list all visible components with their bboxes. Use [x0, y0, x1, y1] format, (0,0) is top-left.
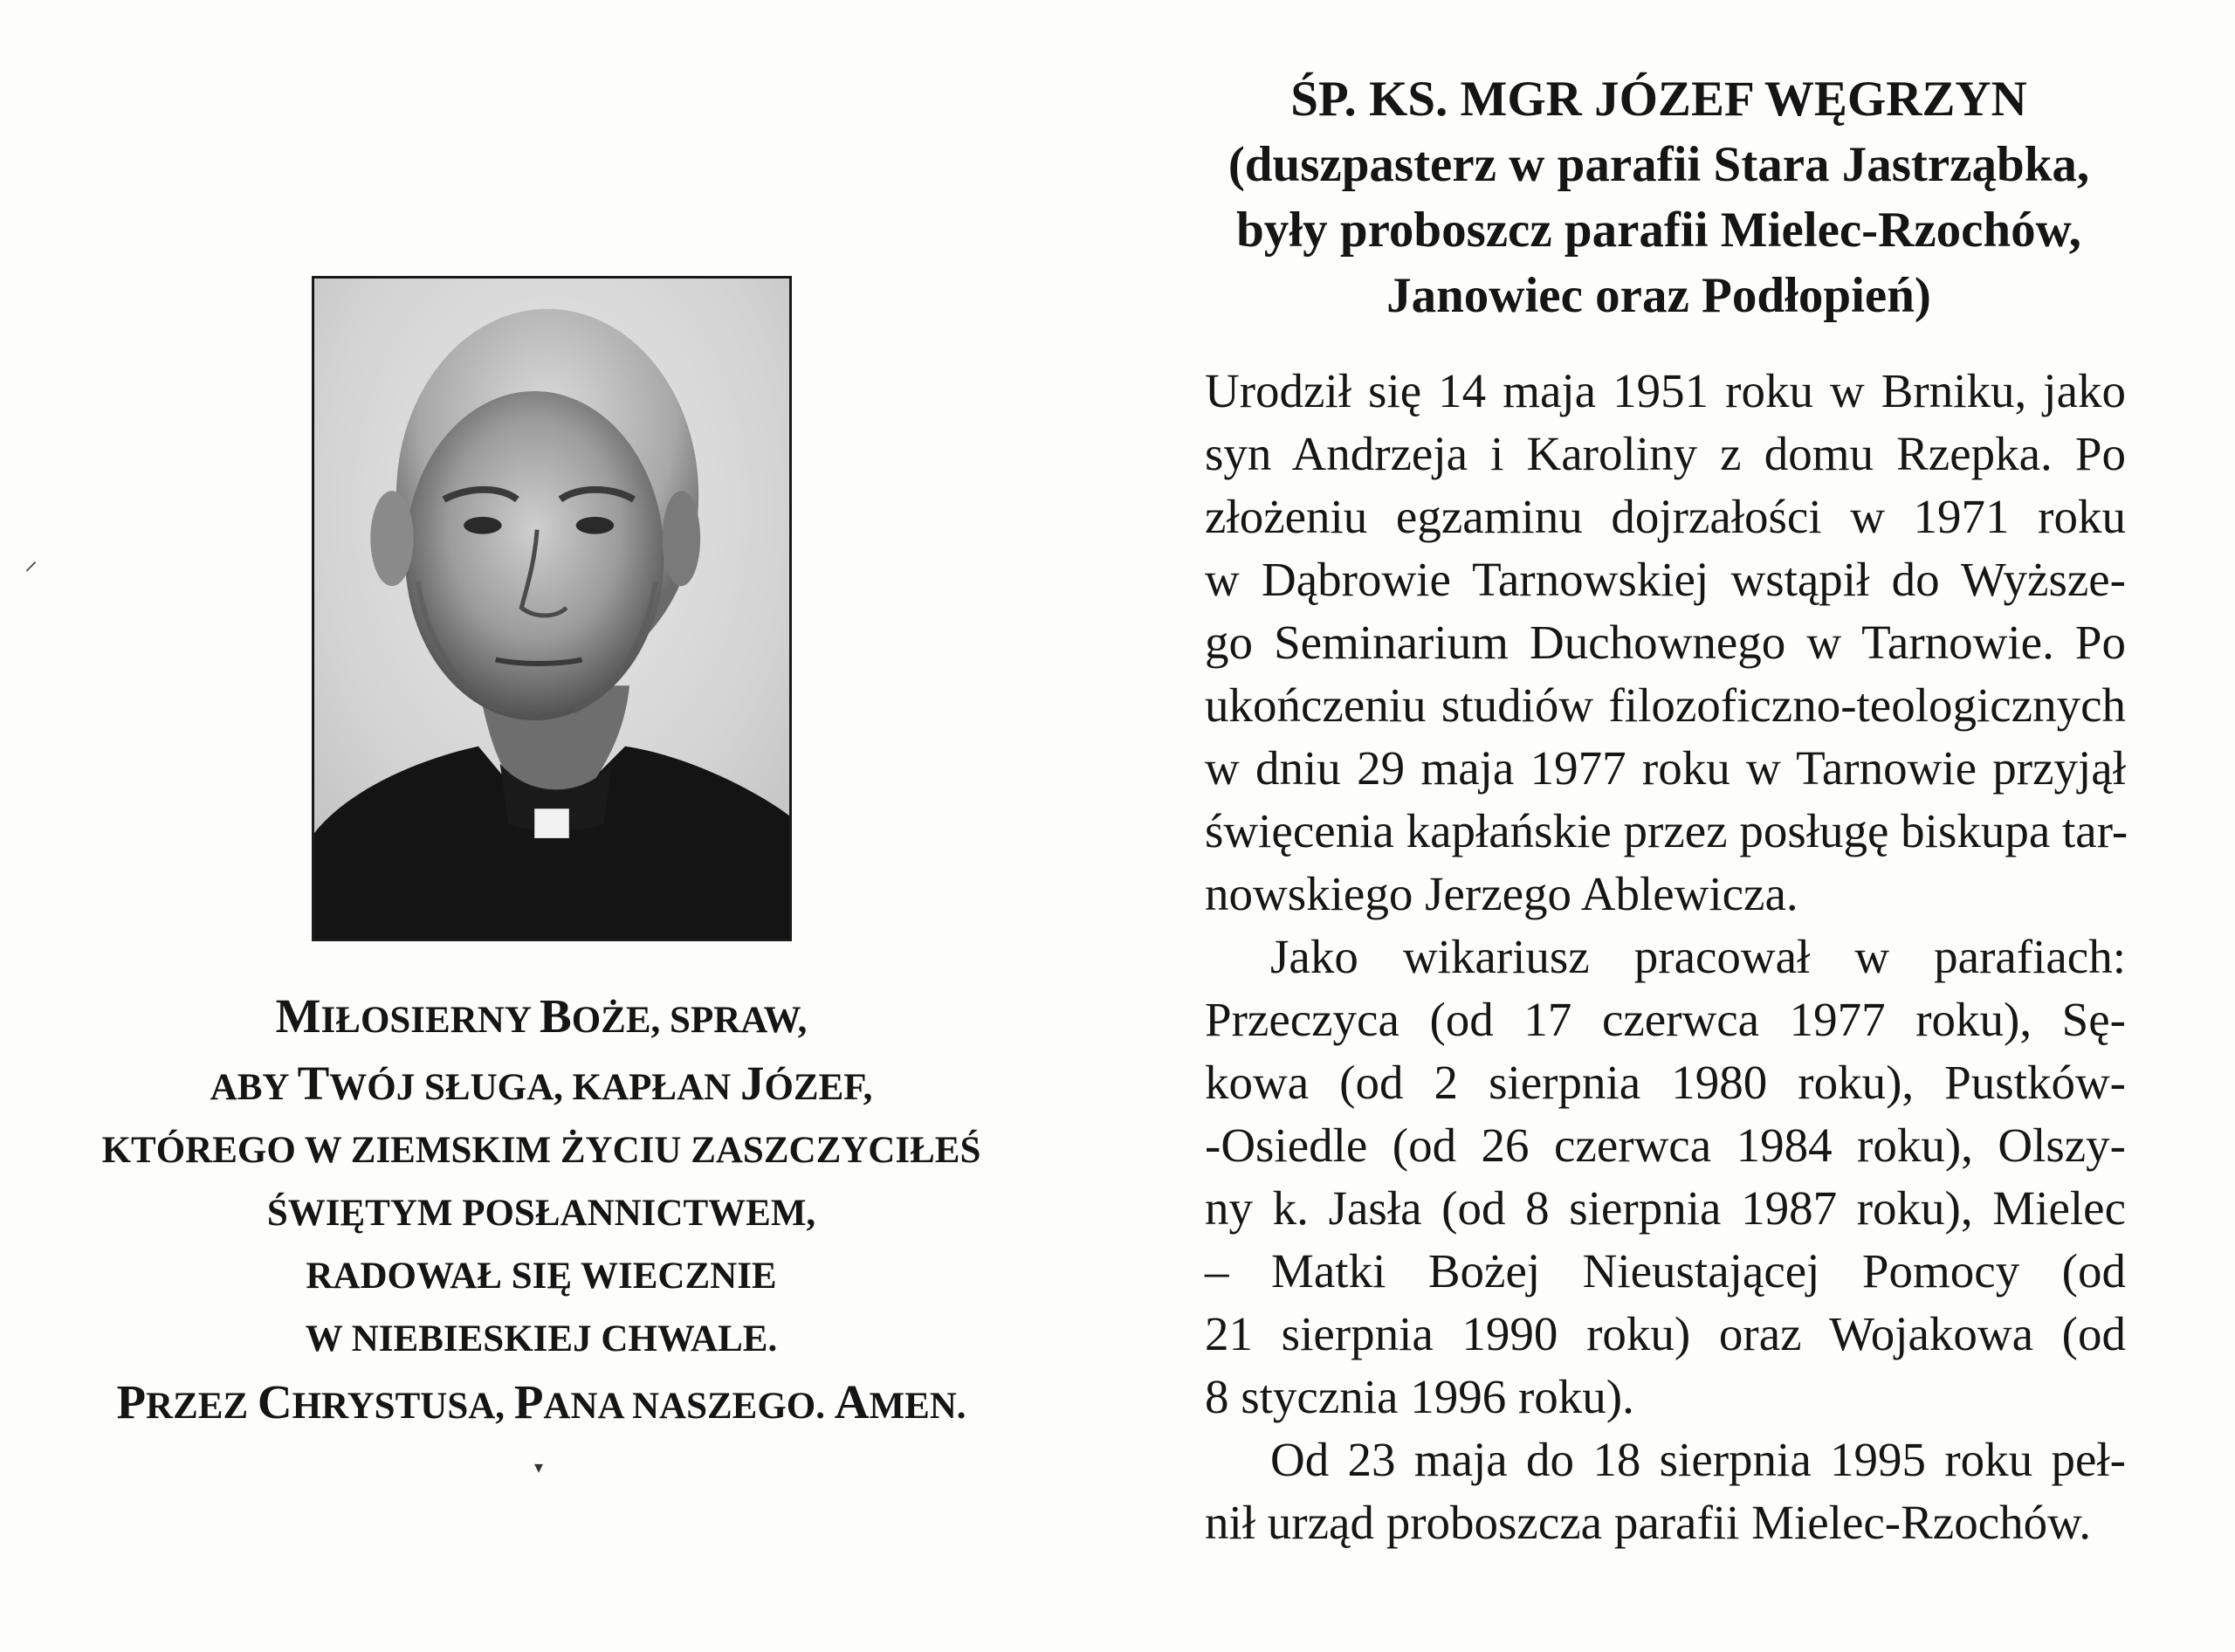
- bio-paragraph-1: [1205, 360, 2126, 926]
- obituary-heading: [1161, 66, 2156, 328]
- bio-line: nowskiego Jerzego Ablewicza.: [1205, 867, 1798, 920]
- prayer-line: PRZEZ CHRYSTUSA, PANA NASZEGO. AMEN.: [116, 1375, 966, 1428]
- heading-line: były proboszcz parafii Mielec-Rzochów,: [1236, 203, 2081, 258]
- bio-line: -Osiedle (od 26 czerwca 1984 roku), Olszy-: [1205, 1119, 2126, 1172]
- bio-paragraph-3: [1205, 1428, 2126, 1554]
- bio-line: 21 sierpnia 1990 roku) oraz Wojakowa (od: [1205, 1307, 2126, 1360]
- scan-speck: ⸝: [24, 547, 38, 575]
- bio-line: – Matki Bożej Nieustającej Pomocy (od: [1205, 1244, 2126, 1298]
- prayer-line: KTÓREGO W ZIEMSKIM ŻYCIU ZASZCZYCIŁEŚ: [101, 1130, 981, 1171]
- priest-portrait-image: [314, 279, 789, 939]
- heading-line: Janowiec oraz Podłopień): [1386, 268, 1931, 323]
- bio-line: Jako wikariusz pracował w parafiach:: [1270, 930, 2126, 983]
- bio-line: 8 stycznia 1996 roku).: [1205, 1370, 1634, 1423]
- prayer-line: MIŁOSIERNY BOŻE, SPRAW,: [275, 989, 808, 1043]
- bio-line: w dniu 29 maja 1977 roku w Tarnowie przyjął: [1205, 741, 2126, 795]
- bio-line: ny k. Jasła (od 8 sierpnia 1987 roku), Mielec: [1205, 1181, 2126, 1235]
- scan-speck: ▾: [534, 1458, 544, 1477]
- bio-paragraph-2: [1205, 926, 2126, 1428]
- prayer-line: W NIEBIESKIEJ CHWALE.: [305, 1318, 778, 1359]
- bio-line: nił urząd proboszcza parafii Mielec-Rzochów.: [1205, 1496, 2092, 1549]
- bio-line: święcenia kapłańskie przez posługę biskupa tar-: [1205, 804, 2128, 857]
- prayer-line: ŚWIĘTYM POSŁANNICTWEM,: [266, 1193, 816, 1234]
- heading-line: (duszpasterz w parafii Stara Jastrząbka,: [1228, 137, 2090, 192]
- prayer-text: [52, 985, 1030, 1438]
- bio-line: Przeczyca (od 17 czerwca 1977 roku), Sę-: [1205, 993, 2126, 1046]
- prayer-line: ABY TWÓJ SŁUGA, KAPŁAN JÓZEF,: [210, 1057, 873, 1110]
- portrait-photo: [312, 276, 792, 941]
- bio-line: go Seminarium Duchownego w Tarnowie. Po: [1205, 616, 2126, 669]
- bio-line: syn Andrzeja i Karoliny z domu Rzepka. Po: [1205, 427, 2126, 480]
- biography-text: [1205, 360, 2126, 1554]
- bio-line: ukończeniu studiów filozoficzno-teologicznych: [1205, 678, 2126, 732]
- bio-line: kowa (od 2 sierpnia 1980 roku), Pustków-: [1205, 1056, 2126, 1109]
- bio-line: w Dąbrowie Tarnowskiej wstąpił do Wyższe-: [1205, 553, 2126, 606]
- bio-line: Urodził się 14 maja 1951 roku w Brniku, jako: [1205, 364, 2126, 417]
- bio-line: złożeniu egzaminu dojrzałości w 1971 roku: [1205, 490, 2126, 543]
- heading-name: ŚP. KS. MGR JÓZEF WĘGRZYN: [1290, 72, 2027, 127]
- bio-line: Od 23 maja do 18 sierpnia 1995 roku peł-: [1270, 1433, 2126, 1486]
- prayer-line: RADOWAŁ SIĘ WIECZNIE: [306, 1256, 777, 1297]
